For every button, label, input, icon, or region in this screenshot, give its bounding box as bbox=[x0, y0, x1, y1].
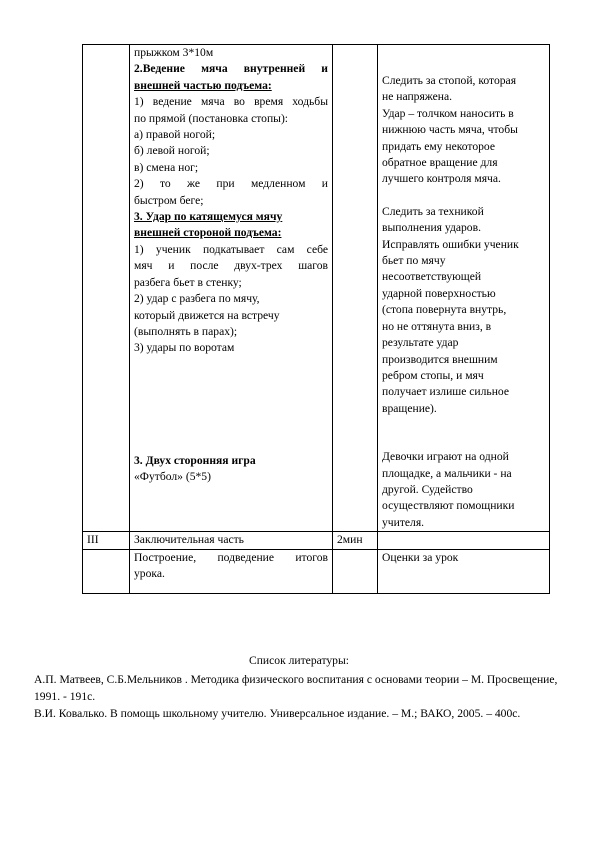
guideline-block-technique bbox=[382, 204, 545, 417]
part-name: Заключительная часть bbox=[130, 532, 333, 549]
final-content bbox=[130, 549, 333, 593]
final-note: Оценки за урок bbox=[378, 549, 550, 593]
text-line: Следить за техникой bbox=[382, 204, 484, 218]
table-row-main bbox=[83, 45, 550, 532]
table-row-final bbox=[83, 549, 550, 593]
final-time bbox=[333, 549, 378, 593]
text-line: нижнюю часть мяча, чтобы bbox=[382, 123, 518, 137]
text-line: не напряжена. bbox=[382, 90, 453, 104]
text-line: «Футбол» (5*5) bbox=[134, 470, 211, 484]
guideline-block-foot bbox=[382, 73, 545, 188]
text-line: 1) ученик подкатывает сам себе bbox=[134, 242, 328, 256]
text-line: разбега бьет в стенку; bbox=[134, 275, 242, 289]
text-line: 2) удар с разбега по мячу, bbox=[134, 292, 260, 306]
text-line: быстром беге; bbox=[134, 193, 204, 207]
part-note bbox=[378, 532, 550, 549]
text-line: (стопа повернута внутрь, bbox=[382, 303, 507, 317]
text-line: ребром стопы, и мяч bbox=[382, 368, 484, 382]
text-line: результате удар bbox=[382, 336, 459, 350]
text-line: другой. Судейство bbox=[382, 482, 473, 496]
text-line: выполнения ударов. bbox=[382, 221, 481, 235]
text-line: Исправлять ошибки ученик bbox=[382, 237, 519, 251]
references-title: Список литературы: bbox=[249, 654, 349, 667]
reference-item: А.П. Матвеев, С.Б.Мельников . Методика физического воспитания с основами теории – М. Просвещение, 1991. - 191с. bbox=[34, 673, 558, 703]
text-line: бьет по мячу bbox=[382, 254, 446, 268]
text-line: мяч и после двух-трех шагов bbox=[134, 259, 328, 273]
text-line: в) смена ног; bbox=[134, 160, 199, 174]
table-row-part3 bbox=[83, 532, 550, 549]
cell-part-number bbox=[83, 45, 130, 532]
text-line: внешней стороной подъема: bbox=[134, 226, 282, 240]
lesson-plan-table bbox=[82, 44, 550, 594]
exercise-lines bbox=[134, 45, 328, 357]
text-line: 3. Удар по катящемуся мячу bbox=[134, 210, 283, 224]
cell-guidelines bbox=[378, 45, 550, 532]
text-line: лучшего контроля мяча. bbox=[382, 172, 501, 186]
references-section bbox=[34, 652, 564, 722]
text-line: который движется на встречу bbox=[134, 308, 280, 322]
text-line: придать ему некоторое bbox=[382, 139, 496, 153]
text-line: обратное вращение для bbox=[382, 156, 498, 170]
reference-item: В.И. Ковалько. В помощь школьному учителю. Универсальное издание. – М.; ВАКО, 2005. – 400с. bbox=[34, 707, 521, 720]
text-line: б) левой ногой; bbox=[134, 144, 210, 158]
final-number bbox=[83, 549, 130, 593]
text-line: внешней частью подъема: bbox=[134, 78, 272, 92]
text-line: по прямой (постановка стопы): bbox=[134, 111, 289, 125]
text-line: производится внешним bbox=[382, 352, 498, 366]
text-line: несоответствующей bbox=[382, 270, 482, 284]
text-line: (выполнять в парах); bbox=[134, 324, 238, 338]
part-number: III bbox=[83, 532, 130, 549]
text-line: вращение). bbox=[382, 401, 437, 415]
text-line: но не оттянута вниз, в bbox=[382, 319, 492, 333]
cell-duration bbox=[333, 45, 378, 532]
text-line: Следить за стопой, которая bbox=[382, 74, 517, 87]
text-line: Удар – толчком наносить в bbox=[382, 106, 514, 120]
text-line: 1) ведение мяча во время ходьбы bbox=[134, 95, 328, 109]
text-line: а) правой ногой; bbox=[134, 128, 216, 142]
final-line-2: урока. bbox=[134, 566, 165, 580]
game-lines bbox=[134, 453, 328, 486]
text-line: получает излише сильное bbox=[382, 385, 509, 399]
cell-exercise-content bbox=[130, 45, 333, 532]
text-line: 3) удары по воротам bbox=[134, 341, 235, 355]
text-line: учителя. bbox=[382, 515, 425, 529]
text-line: осуществляют помощники bbox=[382, 499, 515, 513]
text-line: 2) то же при медленном и bbox=[134, 177, 328, 191]
final-line-1: Построение, подведение итогов bbox=[134, 550, 328, 564]
text-line: 2.Ведение мяча внутренней и bbox=[134, 62, 328, 76]
text-line: Девочки играют на одной bbox=[382, 450, 509, 464]
guideline-block-game bbox=[382, 449, 545, 531]
text-line: прыжком 3*10м bbox=[134, 46, 214, 59]
text-line: 3. Двух сторонняя игра bbox=[134, 453, 256, 467]
text-line: ударной поверхностью bbox=[382, 286, 496, 300]
text-line: площадке, а мальчики - на bbox=[382, 466, 512, 480]
part-time: 2мин bbox=[333, 532, 378, 549]
